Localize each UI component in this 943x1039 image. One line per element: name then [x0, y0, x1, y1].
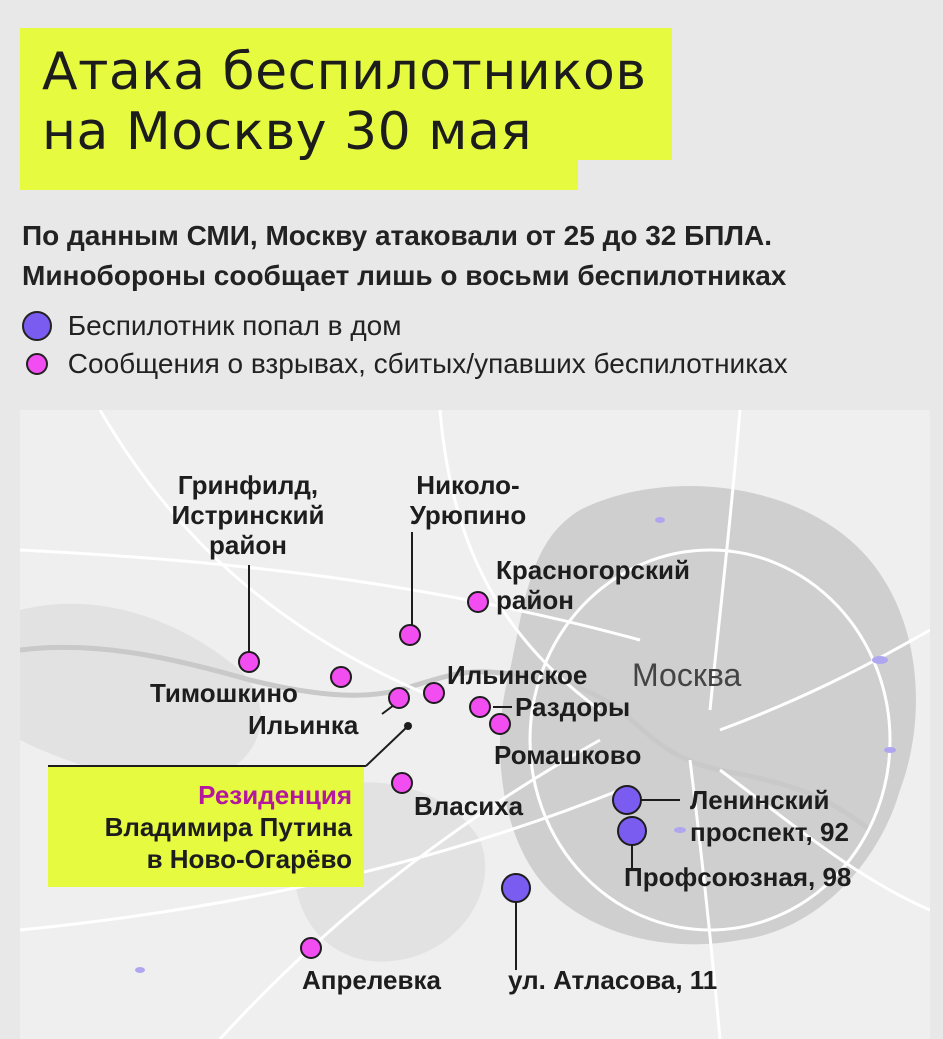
label-aprelevka: Апрелевка	[302, 965, 441, 995]
marker-profsoyuznaya	[618, 817, 646, 845]
label-nikolo	[388, 470, 548, 530]
label-ilyinka: Ильинка	[248, 710, 359, 740]
marker-krasnogorsk	[468, 592, 488, 612]
label-krasnogorsk-line-1: Красногорский	[496, 555, 690, 585]
residence-point-icon	[404, 722, 412, 730]
label-grinfild-line-1: Гринфилд,	[177, 470, 319, 500]
label-vlasikha: Власиха	[414, 791, 524, 821]
label-nikolo-line-2: Урюпино	[409, 500, 527, 530]
residence-title: Резиденция	[198, 780, 352, 810]
label-leninsky-2: проспект, 92	[690, 817, 849, 847]
label-nikolo-line-1: Николо-	[416, 470, 520, 500]
marker-atlasova	[502, 874, 530, 902]
label-krasnogorsk-line-2: район	[496, 585, 574, 615]
label-romashkovo: Ромашково	[494, 740, 642, 770]
label-profsoyuznaya: Профсоюзная, 98	[624, 862, 852, 892]
legend-hit-house-label: Беспилотник попал в дом	[67, 309, 402, 341]
residence-callout	[48, 767, 364, 887]
marker-grinfild	[239, 652, 259, 672]
label-atlasova: ул. Атласова, 11	[508, 965, 718, 995]
residence-line-3: в Ново-Огарёво	[146, 844, 352, 874]
leader-residence	[366, 726, 408, 766]
marker-leninsky	[613, 786, 641, 814]
legend-reports-label: Сообщения о взрывах, сбитых/упавших беспилотниках	[67, 347, 788, 379]
subtitle-line-2: Минобороны сообщает лишь о восьми беспилотниках	[22, 260, 787, 291]
label-razdory: Раздоры	[515, 692, 631, 722]
label-timoshkino: Тимошкино	[150, 678, 298, 708]
marker-ilyinskoe	[424, 683, 444, 703]
marker-romashkovo	[490, 714, 510, 734]
label-leninsky-1: Ленинский	[690, 785, 830, 815]
label-ilyinskoe: Ильинское	[447, 660, 588, 690]
label-grinfild-line-3: район	[209, 530, 287, 560]
label-moscow: Москва	[632, 657, 742, 693]
marker-razdory	[470, 697, 490, 717]
marker-aprelevka	[301, 938, 321, 958]
residence-line-2: Владимира Путина	[104, 812, 352, 842]
marker-vlasikha	[392, 773, 412, 793]
label-grinfild	[148, 470, 348, 560]
title-line-2: на Москву 30 мая	[42, 102, 533, 162]
title-line-1: Атака беспилотников	[42, 42, 647, 102]
subtitle-line-1: По данным СМИ, Москву атаковали от 25 до 32 БПЛА.	[22, 220, 773, 251]
marker-timoshkino	[331, 667, 351, 687]
marker-ilyinka	[389, 688, 409, 708]
label-grinfild-line-2: Истринский	[171, 500, 325, 530]
marker-nikolo	[400, 625, 420, 645]
label-krasnogorsk	[496, 555, 690, 615]
